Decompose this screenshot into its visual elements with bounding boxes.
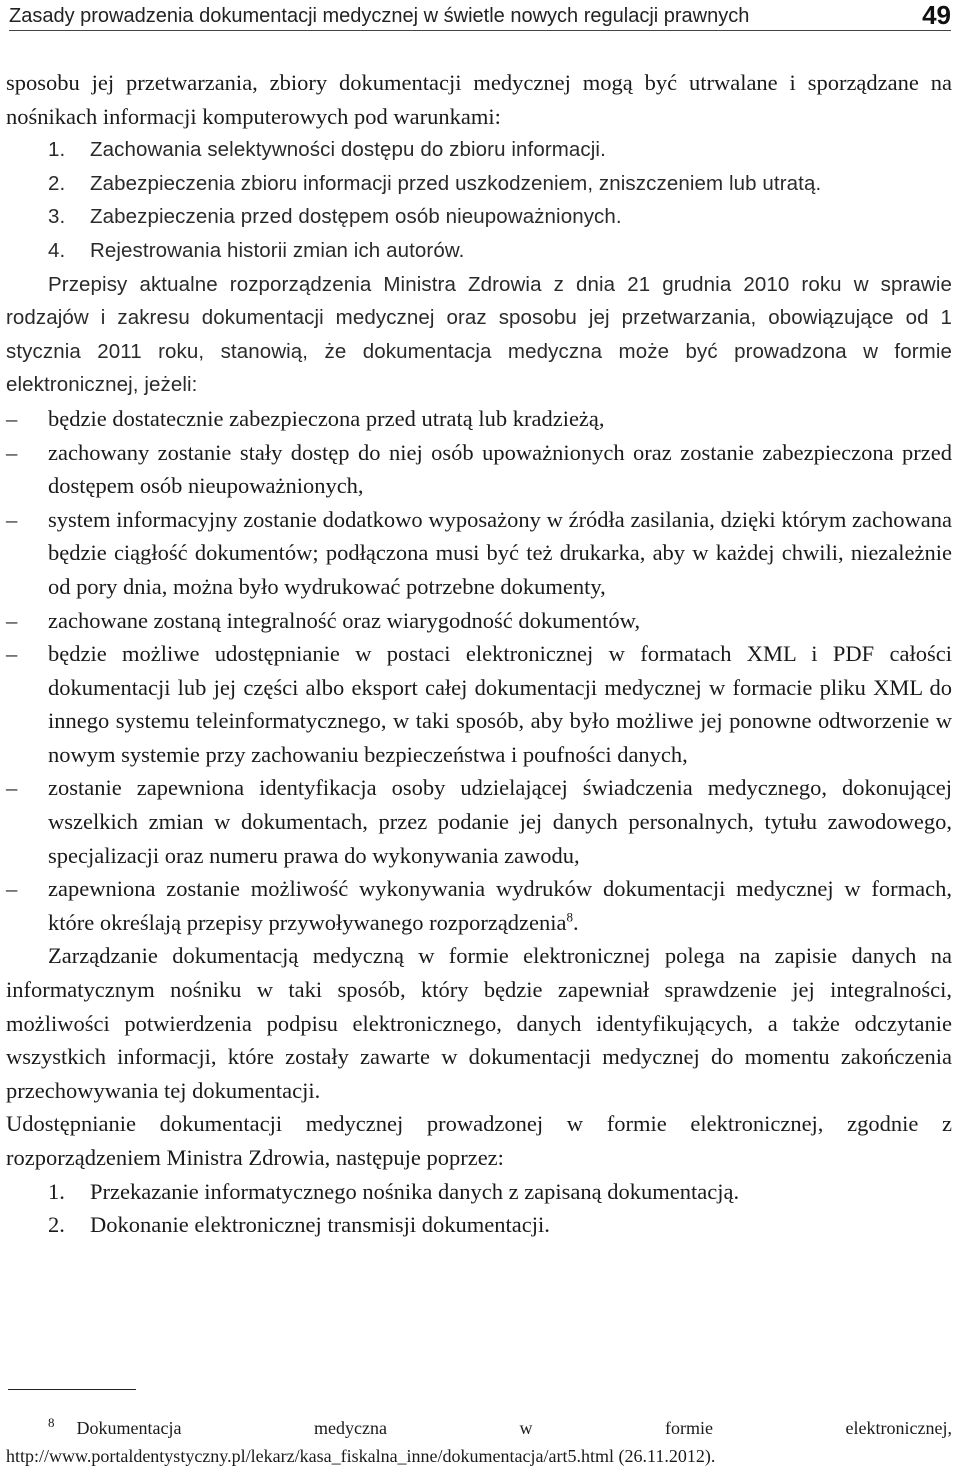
- list-item-text: Zabezpieczenia zbioru informacji przed uszkodzeniem, zniszczeniem lub utratą.: [90, 171, 822, 195]
- footnote-text: Dokumentacja medyczna w formie elektronicznej, http://www.portaldentystyczny.pl/lekarz/kasa_fiskalna_inne/dokumentacja/art5.html (26.11.2012).: [6, 1418, 952, 1466]
- list-item-text: system informacyjny zostanie dodatkowo wyposażony w źródła zasilania, dzięki którym zachowana będzie ciągłość dokumentów; podłączona musi być też drukarka, aby w każdej chwili, niezależnie od pory dnia, można było wydrukować potrzebne dokumenty,: [48, 506, 952, 599]
- list-item-text: zachowane zostaną integralność oraz wiarygodność dokumentów,: [48, 607, 641, 633]
- footnote: [6, 1414, 952, 1470]
- list-item-number: 4.: [48, 238, 66, 262]
- running-header-title: Zasady prowadzenia dokumentacji medycznej w świetle nowych regulacji prawnych: [9, 5, 750, 27]
- page-number: 49: [922, 0, 951, 30]
- list-item: [6, 436, 952, 503]
- conditions-list: [6, 133, 952, 267]
- list-item: [6, 402, 952, 436]
- intro-paragraph: sposobu jej przetwarzania, zbiory dokumentacji medycznej mogą być utrwalane i sporządzane na nośnikach informacji komputerowych pod warunkami:: [6, 70, 952, 129]
- list-item-number: 1.: [48, 138, 66, 162]
- regulation-paragraph: Przepisy aktualne rozporządzenia Ministra Zdrowia z dnia 21 grudnia 2010 roku w sprawie rodzajów i zakresu dokumentacji medycznej oraz sposobu jej przetwarzania, obowiązujące od 1 stycznia 2011 roku, stanowią, że dokumentacja medyczna może być prowadzona w formie elektronicznej, jeżeli:: [6, 272, 952, 397]
- running-header: [9, 0, 951, 31]
- list-item-text: Przekazanie informatycznego nośnika danych z zapisaną dokumentacją.: [90, 1178, 740, 1204]
- list-item-text: Zachowania selektywności dostępu do zbioru informacji.: [90, 138, 606, 162]
- dash-bullet: –: [6, 607, 18, 633]
- list-item-number: 2.: [48, 1212, 65, 1238]
- list-item-text: zachowany zostanie stały dostęp do niej osób upoważnionych oraz zostanie zabezpieczona przed dostępem osób nieupoważnionych,: [48, 439, 952, 499]
- sharing-methods-list: [6, 1175, 952, 1242]
- requirements-list: [6, 402, 952, 940]
- sharing-paragraph: Udostępnianie dokumentacji medycznej prowadzonej w formie elektronicznej, zgodnie z rozporządzeniem Ministra Zdrowia, następuje poprzez:: [6, 1111, 952, 1170]
- list-item: [6, 872, 952, 939]
- list-item: [6, 771, 952, 872]
- list-item: [6, 133, 952, 167]
- dash-bullet: –: [6, 506, 18, 532]
- list-item-number: 1.: [48, 1178, 65, 1204]
- dash-bullet: –: [6, 405, 18, 431]
- main-text: [6, 66, 952, 1242]
- dash-bullet: –: [6, 775, 18, 801]
- list-item-text: Rejestrowania historii zmian ich autorów.: [90, 238, 465, 262]
- list-item: [6, 234, 952, 268]
- footnote-separator: [8, 1389, 136, 1390]
- list-item-text: Dokonanie elektronicznej transmisji dokumentacji.: [90, 1212, 550, 1238]
- footnote-marker: 8: [48, 1415, 55, 1430]
- dash-bullet: –: [6, 876, 18, 902]
- list-item: [6, 200, 952, 234]
- footnote-reference[interactable]: 8: [566, 909, 574, 925]
- list-item: [6, 604, 952, 638]
- dash-bullet: –: [6, 641, 18, 667]
- list-item: [6, 1175, 952, 1209]
- list-item: [6, 1208, 952, 1242]
- list-item-text: Zabezpieczenia przed dostępem osób nieupoważnionych.: [90, 205, 622, 229]
- list-item-number: 2.: [48, 171, 66, 195]
- list-item-text: będzie dostatecznie zabezpieczona przed utratą lub kradzieżą,: [48, 405, 605, 431]
- list-item-text: zapewniona zostanie możliwość wykonywania wydruków dokumentacji medycznej w formach, które określają przepisy przywoływanego rozporządzenia: [48, 876, 952, 935]
- sentence-end: .: [573, 909, 579, 935]
- management-paragraph: Zarządzanie dokumentacją medyczną w formie elektronicznej polega na zapisie danych na informatycznym nośniku w taki sposób, który będzie zapewniał sprawdzenie jej integralności, możliwości potwierdzenia podpisu elektronicznego, danych identyfikujących, a także odczytanie wszystkich informacji, które zostały zawarte w dokumentacji medycznej do momentu zakończenia przechowywania tej dokumentacji.: [6, 943, 952, 1103]
- list-item: [6, 503, 952, 604]
- list-item-number: 3.: [48, 205, 66, 229]
- list-item-text: będzie możliwe udostępnianie w postaci elektronicznej w formatach XML i PDF całości dokumentacji lub jej części albo eksport całej dokumentacji medycznej w formacie pliku XML do innego systemu teleinformatycznego, w taki sposób, aby było możliwe jej ponowne odtworzenie w nowym systemie przy zachowaniu bezpieczeństwa i poufności danych,: [48, 641, 952, 767]
- dash-bullet: –: [6, 439, 18, 465]
- list-item-text: zostanie zapewniona identyfikacja osoby udzielającej świadczenia medycznego, dokonującej wszelkich zmian w dokumentach, przez podanie jej danych personalnych, tytułu zawodowego, specjalizacji oraz numeru prawa do wykonywania zawodu,: [48, 775, 952, 868]
- list-item: [6, 167, 952, 201]
- list-item: [6, 637, 952, 771]
